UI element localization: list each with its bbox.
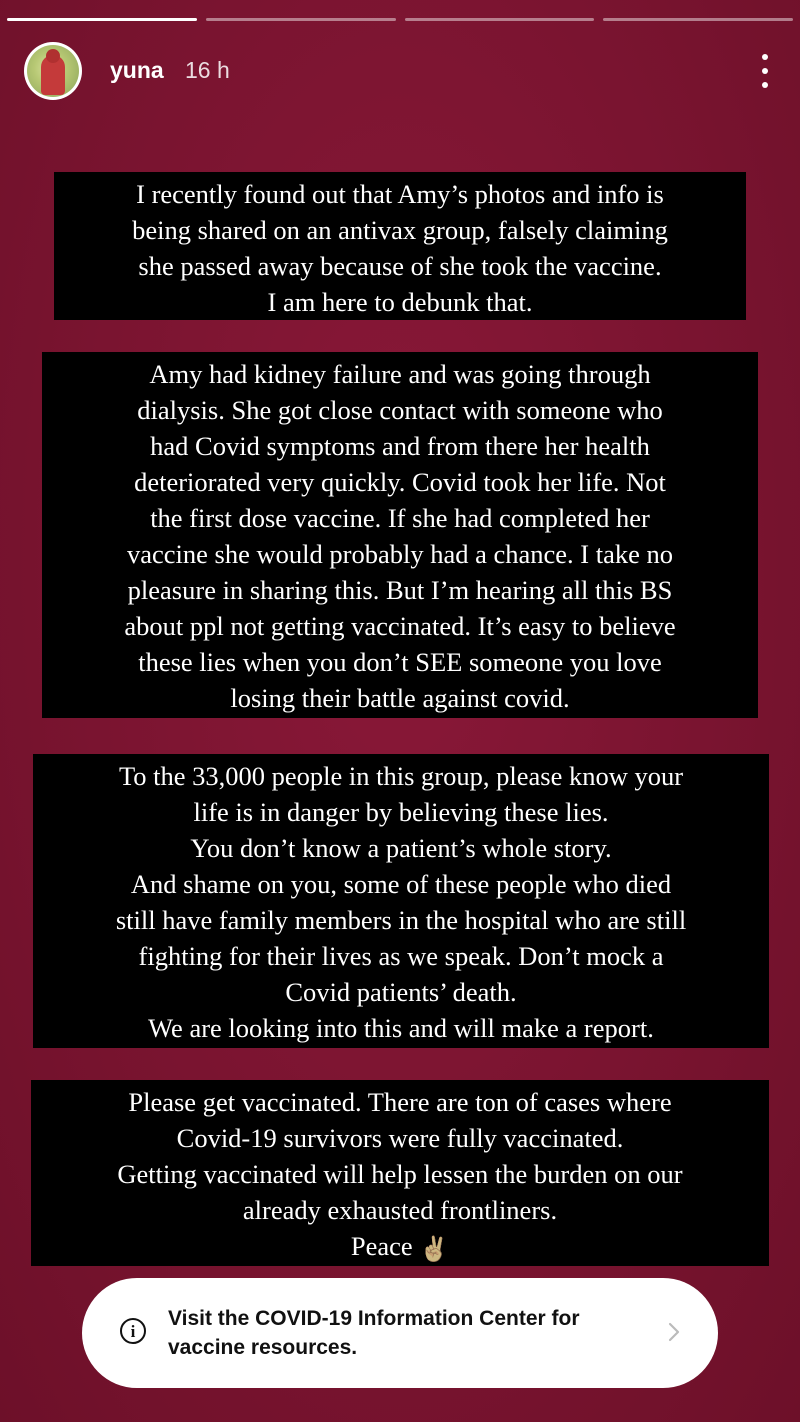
post-time: 16 h bbox=[185, 57, 230, 83]
username[interactable]: yuna bbox=[110, 57, 164, 83]
progress-segment-4 bbox=[603, 18, 793, 21]
avatar[interactable] bbox=[24, 42, 82, 100]
text-line: about ppl not getting vaccinated. It’s easy to believe bbox=[124, 611, 676, 641]
text-line: We are looking into this and will make a report. bbox=[148, 1013, 654, 1043]
text-line: these lies when you don’t SEE someone you love bbox=[138, 647, 662, 677]
cta-line-2: vaccine resources. bbox=[168, 1336, 358, 1359]
text-block-1 bbox=[54, 172, 746, 320]
text-line: Getting vaccinated will help lessen the burden on our bbox=[117, 1159, 683, 1189]
progress-segment-1 bbox=[7, 18, 197, 21]
text-line: You don’t know a patient’s whole story. bbox=[190, 833, 612, 863]
text-line: I am here to debunk that. bbox=[267, 287, 533, 317]
text-line: fighting for their lives as we speak. Don’t mock a bbox=[138, 941, 664, 971]
text-line: Please get vaccinated. There are ton of cases where bbox=[128, 1087, 672, 1117]
profile-photo-icon bbox=[27, 45, 79, 97]
cta-text bbox=[168, 1304, 648, 1362]
story-header bbox=[24, 42, 776, 102]
peace-text: Peace bbox=[350, 1231, 413, 1261]
text-line: dialysis. She got close contact with someone who bbox=[137, 395, 663, 425]
text-line: being shared on an antivax group, falsely claiming bbox=[132, 215, 668, 245]
cta-line-1: Visit the COVID-19 Information Center for bbox=[168, 1307, 580, 1330]
text-line: deteriorated very quickly. Covid took her life. Not bbox=[134, 467, 666, 497]
text-line: And shame on you, some of these people who died bbox=[130, 869, 672, 899]
text-line: I recently found out that Amy’s photos and info is bbox=[136, 179, 664, 209]
info-icon: i bbox=[120, 1318, 146, 1344]
text-line: losing their battle against covid. bbox=[230, 683, 570, 713]
text-line: she passed away because of she took the vaccine. bbox=[138, 251, 662, 281]
more-options-icon[interactable] bbox=[760, 54, 770, 88]
text-line: Amy had kidney failure and was going through bbox=[149, 359, 651, 389]
text-line: already exhausted frontliners. bbox=[242, 1195, 558, 1225]
text-line: Covid-19 survivors were fully vaccinated. bbox=[176, 1123, 624, 1153]
text-line: To the 33,000 people in this group, please know your bbox=[118, 761, 684, 791]
victory-hand-icon: ✌ bbox=[419, 1237, 450, 1263]
text-line: pleasure in sharing this. But I’m hearing all this BS bbox=[127, 575, 673, 605]
text-block-4 bbox=[31, 1080, 769, 1266]
text-line-peace bbox=[37, 1228, 763, 1268]
text-block-3 bbox=[33, 754, 769, 1048]
text-line: life is in danger by believing these lies. bbox=[193, 797, 609, 827]
text-line: vaccine she would probably had a chance. I take no bbox=[127, 539, 673, 569]
progress-segment-3 bbox=[405, 18, 595, 21]
text-line: the first dose vaccine. If she had completed her bbox=[150, 503, 650, 533]
chevron-right-icon bbox=[662, 1320, 686, 1344]
text-line: had Covid symptoms and from there her health bbox=[150, 431, 650, 461]
text-line: Covid patients’ death. bbox=[285, 977, 517, 1007]
text-block-2 bbox=[42, 352, 758, 718]
progress-segment-2 bbox=[206, 18, 396, 21]
text-line: still have family members in the hospital who are still bbox=[115, 905, 687, 935]
story-progress-bar bbox=[7, 18, 793, 21]
covid-info-center-button[interactable] bbox=[82, 1278, 718, 1388]
